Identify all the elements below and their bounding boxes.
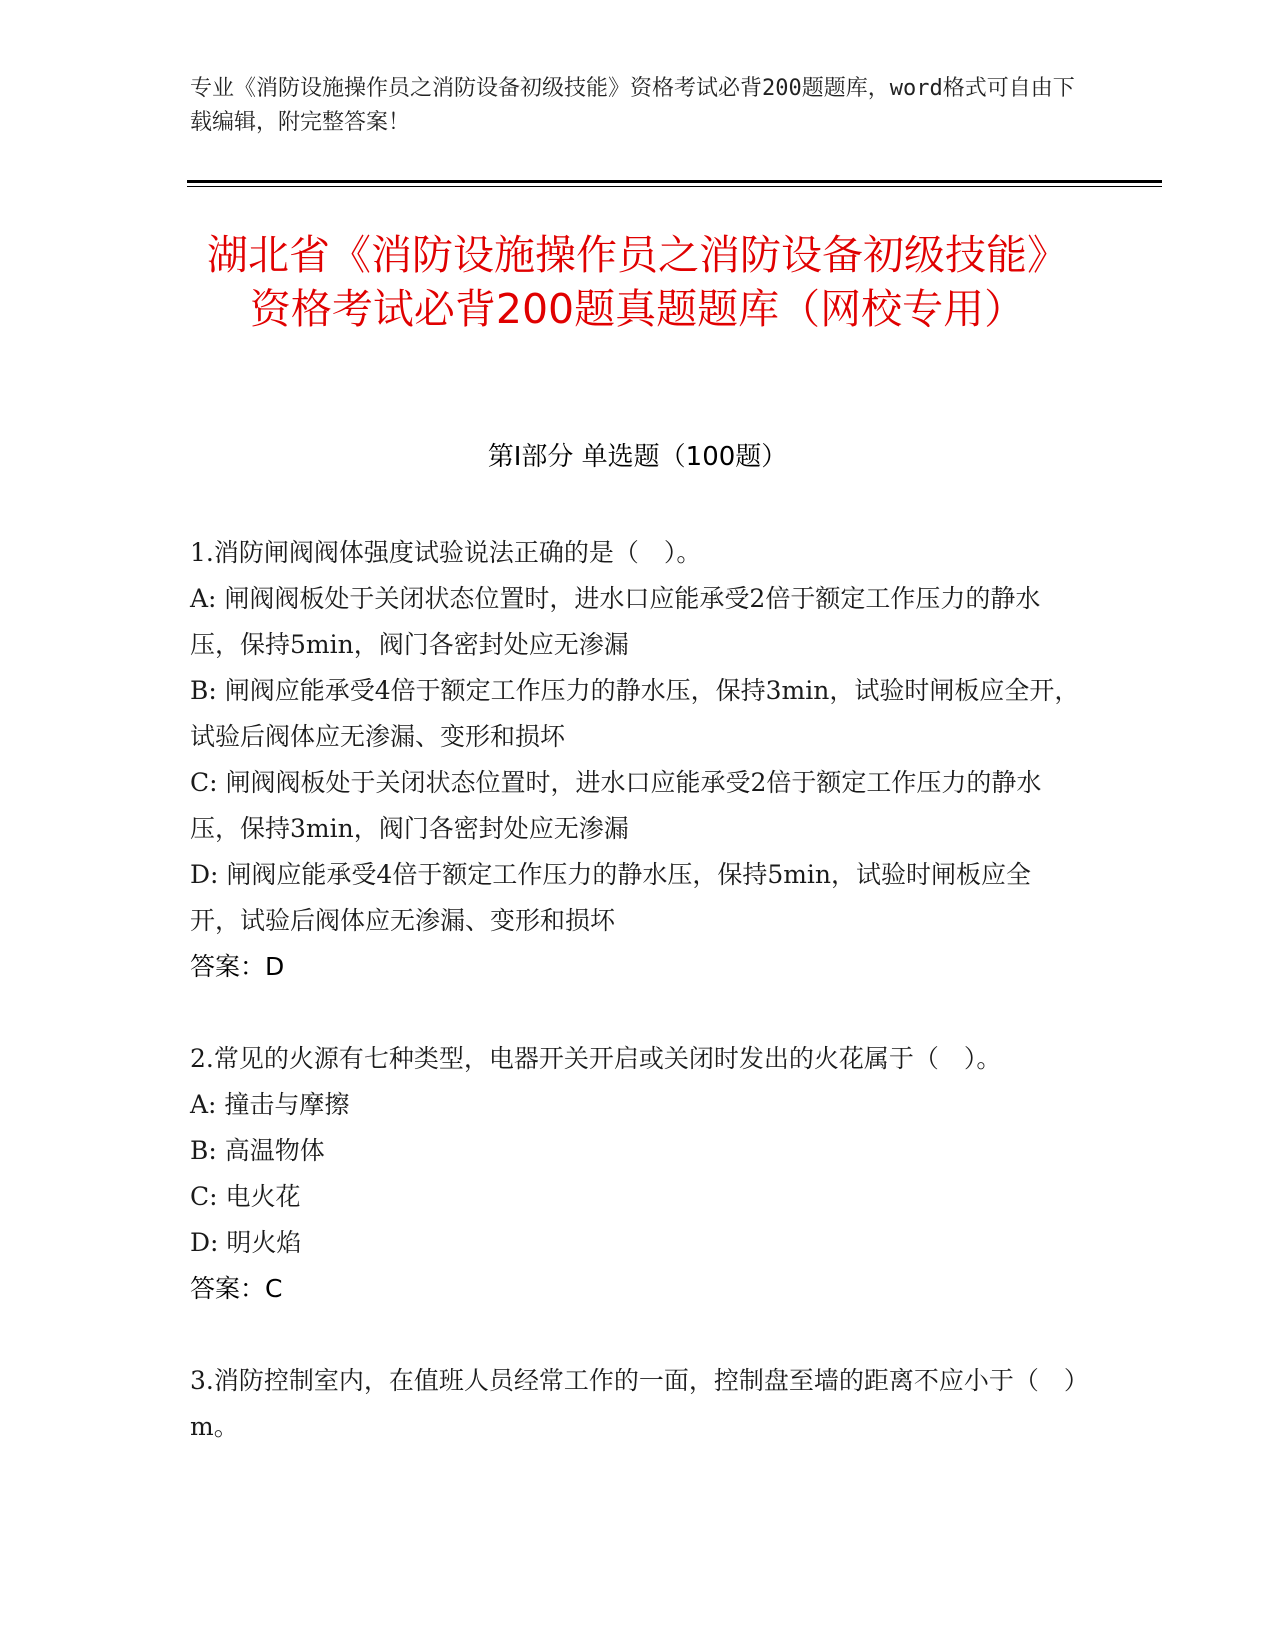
question-list <box>190 530 1080 1496</box>
question-stem: 2.常见的火源有七种类型，电器开关开启或关闭时发出的火花属于（ ）。 <box>190 1044 1002 1073</box>
answer: 答案：D <box>190 952 285 981</box>
document-title: 湖北省《消防设施操作员之消防设备初级技能》资格考试必背200题真题题库（网校专用） <box>207 231 1068 333</box>
header-rule-thin <box>187 186 1162 187</box>
option-b: B: 闸阀应能承受4倍于额定工作压力的静水压，保持3min，试验时闸板应全开，试验后阀体应无渗漏、变形和损坏 <box>190 676 1080 751</box>
option-c: C: 电火花 <box>190 1182 301 1211</box>
option-b: B: 高温物体 <box>190 1136 325 1165</box>
section-heading: 第I部分 单选题（100题） <box>487 442 788 472</box>
header-rule-thick <box>187 180 1162 183</box>
header-note: 专业《消防设施操作员之消防设备初级技能》资格考试必背200题题库，word格式可自由下载编辑，附完整答案！ <box>190 76 1075 135</box>
option-a: A: 闸阀阀板处于关闭状态位置时，进水口应能承受2倍于额定工作压力的静水压，保持5min，阀门各密封处应无渗漏 <box>190 584 1041 659</box>
question-1 <box>190 530 1080 990</box>
option-d: D: 明火焰 <box>190 1228 302 1257</box>
question-stem: 3.消防控制室内，在值班人员经常工作的一面，控制盘至墙的距离不应小于（ ）m。 <box>190 1366 1077 1441</box>
question-stem: 1.消防闸阀阀体强度试验说法正确的是（ ）。 <box>190 538 702 567</box>
question-2 <box>190 1036 1080 1312</box>
option-d: D: 闸阀应能承受4倍于额定工作压力的静水压，保持5min，试验时闸板应全开，试验后阀体应无渗漏、变形和损坏 <box>190 860 1032 935</box>
question-3 <box>190 1358 1080 1450</box>
answer: 答案：C <box>190 1274 283 1303</box>
option-a: A: 撞击与摩擦 <box>190 1090 350 1119</box>
option-c: C: 闸阀阀板处于关闭状态位置时，进水口应能承受2倍于额定工作压力的静水压，保持3min，阀门各密封处应无渗漏 <box>190 768 1042 843</box>
